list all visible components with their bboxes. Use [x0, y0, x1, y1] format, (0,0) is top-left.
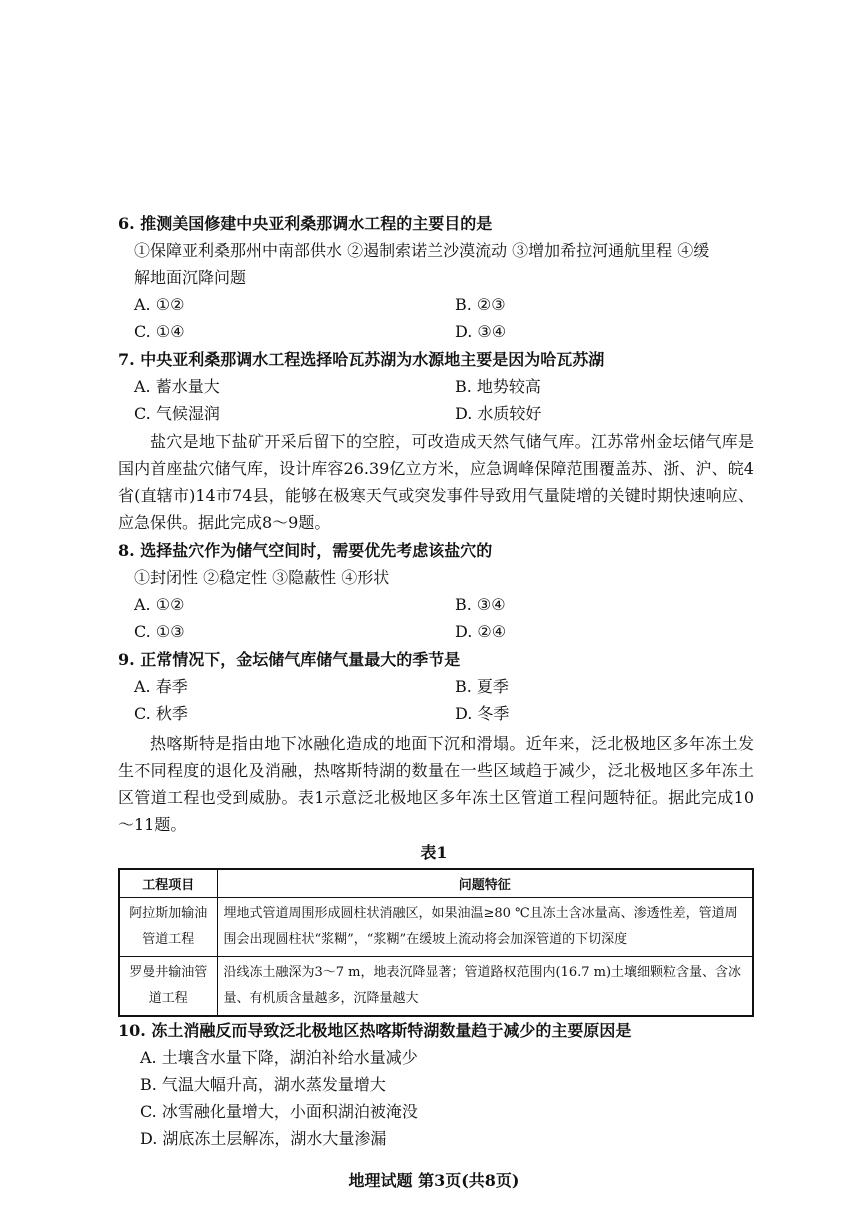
q9-option-d: D. 冬季: [455, 704, 510, 723]
table-cell-features: 沿线冻土融深为3～7 m，地表沉降显著；管道路权范围内(16.7 m)土壤细颗粒含量、含冰量、有机质含量越多，沉降量越大: [217, 956, 753, 1016]
table-header-project: 工程项目: [119, 869, 217, 897]
q8-option-b: B. ③④: [455, 595, 506, 614]
table-header-features: 问题特征: [217, 869, 753, 897]
q8-stem: 8. 选择盐穴作为储气空间时，需要优先考虑该盐穴的: [118, 541, 493, 560]
table-caption: 表1: [420, 843, 448, 862]
problem-table: [118, 868, 754, 1017]
q9-stem: 9. 正常情况下，金坛储气库储气量最大的季节是: [118, 650, 461, 669]
passage-thermokarst: 热喀斯特是指由地下冰融化造成的地面下沉和滑塌。近年来，泛北极地区多年冻土发生不同程度的退化及消融，热喀斯特湖的数量在一些区域趋于减少，泛北极地区多年冻土区管道工程也受到威胁。表1示意泛北极地区多年冻土区管道工程问题特征。据此完成10～11题。: [118, 734, 754, 834]
q7-option-d: D. 水质较好: [455, 404, 542, 423]
q9-option-c: C. 秋季: [134, 704, 188, 723]
q10-option-c: C. 冰雪融化量增大，小面积湖泊被淹没: [140, 1102, 418, 1121]
table-header-row: [119, 869, 753, 897]
q10-option-a: A. 土壤含水量下降，湖泊补给水量减少: [140, 1048, 418, 1067]
q8-option-c: C. ①③: [134, 622, 185, 641]
q8-option-a: A. ①②: [134, 595, 185, 614]
q6-option-a: A. ①②: [134, 295, 185, 314]
table-row: [119, 956, 753, 1016]
q7-option-a: A. 蓄水量大: [134, 377, 220, 396]
q6-items-line2: 解地面沉降问题: [134, 268, 247, 287]
q10-option-d: D. 湖底冻土层解冻，湖水大量渗漏: [140, 1129, 387, 1148]
q10-stem: 10. 冻土消融反而导致泛北极地区热喀斯特湖数量趋于减少的主要原因是: [118, 1021, 632, 1040]
table-cell-features: 埋地式管道周围形成圆柱状消融区，如果油温≥80 ℃且冻土含冰量高、渗透性差，管道周围会出现圆柱状“浆糊”，“浆糊”在缓坡上流动将会加深管道的下切深度: [217, 897, 753, 956]
q6-items-line1: ①保障亚利桑那州中南部供水 ②遏制索诺兰沙漠流动 ③增加希拉河通航里程 ④缓: [134, 241, 710, 260]
table-cell-project: 阿拉斯加输油管道工程: [119, 897, 217, 956]
q8-items: ①封闭性 ②稳定性 ③隐蔽性 ④形状: [134, 568, 390, 587]
passage-salt-cavern: 盐穴是地下盐矿开采后留下的空腔，可改造成天然气储气库。江苏常州金坛储气库是国内首座盐穴储气库，设计库容26.39亿立方米，应急调峰保障范围覆盖苏、浙、沪、皖4省(直辖市)14市74县，能够在极寒天气或突发事件导致用气量陡增的关键时期快速响应、应急保供。据此完成8～9题。: [118, 432, 754, 532]
q6-option-c: C. ①④: [134, 322, 185, 341]
table-cell-project: 罗曼井输油管道工程: [119, 956, 217, 1016]
q10-option-b: B. 气温大幅升高，湖水蒸发量增大: [140, 1075, 386, 1094]
q6-stem: 6. 推测美国修建中央亚利桑那调水工程的主要目的是: [118, 214, 493, 233]
q8-option-d: D. ②④: [455, 622, 507, 641]
q6-option-d: D. ③④: [455, 322, 507, 341]
q6-option-b: B. ②③: [455, 295, 506, 314]
page-footer: 地理试题 第3页(共8页): [348, 1171, 520, 1190]
q9-option-a: A. 春季: [134, 677, 188, 696]
q7-option-b: B. 地势较高: [455, 377, 541, 396]
q9-option-b: B. 夏季: [455, 677, 509, 696]
q7-option-c: C. 气候湿润: [134, 404, 220, 423]
q7-stem: 7. 中央亚利桑那调水工程选择哈瓦苏湖为水源地主要是因为哈瓦苏湖: [118, 350, 605, 369]
table-row: [119, 897, 753, 956]
